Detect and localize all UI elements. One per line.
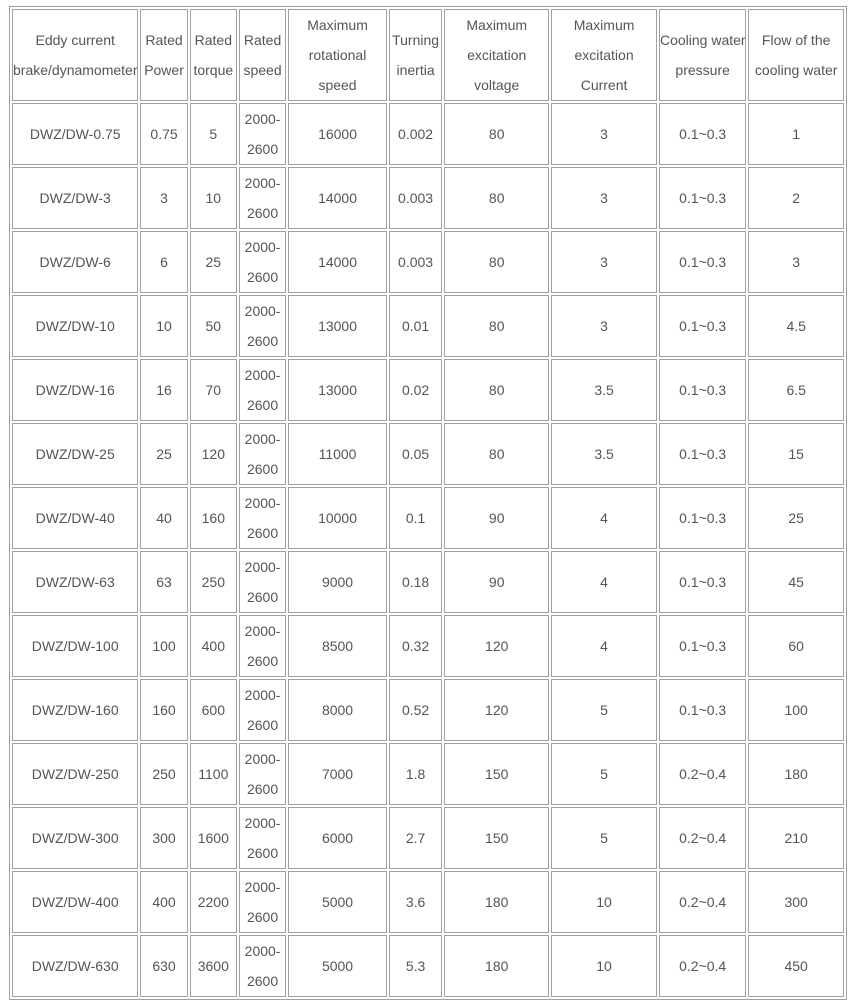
cell-cooling-water-flow: 2 — [748, 167, 844, 229]
cell-cooling-water-flow: 3 — [748, 231, 844, 293]
cell-max-excitation-voltage: 180 — [444, 935, 549, 997]
cell-rated-torque: 70 — [190, 359, 237, 421]
cell-max-excitation-voltage: 120 — [444, 679, 549, 741]
cell-cooling-water-pressure: 0.2~0.4 — [659, 935, 746, 997]
cell-cooling-water-flow: 1 — [748, 103, 844, 165]
cell-model: DWZ/DW-40 — [12, 487, 138, 549]
cell-max-excitation-current: 4 — [551, 615, 657, 677]
cell-rated-speed — [239, 103, 286, 165]
table-row — [12, 807, 844, 869]
cell-turning-inertia: 0.52 — [389, 679, 442, 741]
cell-max-excitation-voltage: 80 — [444, 103, 549, 165]
cell-text-line: 2600 — [246, 653, 279, 669]
cell-rated-speed — [239, 615, 286, 677]
cell-turning-inertia: 3.6 — [389, 871, 442, 933]
cell-rated-speed — [239, 871, 286, 933]
cell-model: DWZ/DW-160 — [12, 679, 138, 741]
cell-cooling-water-pressure: 0.1~0.3 — [659, 423, 746, 485]
cell-text-line: 2600 — [246, 397, 279, 413]
cell-rated-power: 160 — [140, 679, 187, 741]
cell-max-rotational-speed: 10000 — [288, 487, 387, 549]
cell-turning-inertia: 0.003 — [389, 167, 442, 229]
cell-text-line: 2000- — [244, 303, 281, 319]
table-row — [12, 743, 844, 805]
cell-rated-speed — [239, 487, 286, 549]
cell-rated-torque: 120 — [190, 423, 237, 485]
cell-cooling-water-pressure: 0.1~0.3 — [659, 359, 746, 421]
cell-max-excitation-current: 3 — [551, 231, 657, 293]
cell-rated-power: 0.75 — [140, 103, 187, 165]
cell-rated-torque: 1100 — [190, 743, 237, 805]
cell-max-rotational-speed: 11000 — [288, 423, 387, 485]
header-cooling-water-flow — [748, 9, 844, 101]
cell-rated-speed — [239, 679, 286, 741]
cell-text-line: 2600 — [246, 909, 279, 925]
cell-rated-torque: 250 — [190, 551, 237, 613]
cell-rated-power: 40 — [140, 487, 187, 549]
header-text-line: Rated — [194, 32, 232, 48]
cell-rated-power: 100 — [140, 615, 187, 677]
cell-rated-power: 630 — [140, 935, 187, 997]
cell-cooling-water-pressure: 0.1~0.3 — [659, 679, 746, 741]
cell-model: DWZ/DW-100 — [12, 615, 138, 677]
cell-rated-torque: 3600 — [190, 935, 237, 997]
cell-text-line: 2600 — [246, 461, 279, 477]
cell-rated-torque: 50 — [190, 295, 237, 357]
cell-cooling-water-pressure: 0.1~0.3 — [659, 487, 746, 549]
cell-text-line: 2000- — [244, 751, 281, 767]
header-rated-power — [140, 9, 187, 101]
table-row — [12, 487, 844, 549]
cell-rated-torque: 400 — [190, 615, 237, 677]
cell-cooling-water-flow: 25 — [748, 487, 844, 549]
cell-cooling-water-flow: 300 — [748, 871, 844, 933]
cell-rated-power: 300 — [140, 807, 187, 869]
cell-turning-inertia: 5.3 — [389, 935, 442, 997]
cell-rated-torque: 25 — [190, 231, 237, 293]
cell-text-line: 2600 — [246, 525, 279, 541]
cell-rated-power: 6 — [140, 231, 187, 293]
cell-rated-torque: 600 — [190, 679, 237, 741]
header-max-excitation-current — [551, 9, 657, 101]
cell-max-excitation-current: 4 — [551, 551, 657, 613]
cell-rated-speed — [239, 935, 286, 997]
cell-max-rotational-speed: 13000 — [288, 295, 387, 357]
cell-max-excitation-current: 3.5 — [551, 423, 657, 485]
cell-max-excitation-current: 5 — [551, 743, 657, 805]
header-text-line: Turning — [392, 32, 440, 48]
cell-cooling-water-pressure: 0.1~0.3 — [659, 615, 746, 677]
header-text-line: Maximum — [307, 17, 368, 33]
cell-text-line: 2600 — [246, 973, 279, 989]
cell-text-line: 2600 — [246, 845, 279, 861]
cell-cooling-water-pressure: 0.2~0.4 — [659, 807, 746, 869]
cell-max-excitation-voltage: 150 — [444, 743, 549, 805]
cell-text-line: 2000- — [244, 367, 281, 383]
cell-turning-inertia: 0.05 — [389, 423, 442, 485]
cell-text-line: 2000- — [244, 623, 281, 639]
cell-max-rotational-speed: 5000 — [288, 871, 387, 933]
header-text-line: rotational — [308, 47, 367, 63]
table-row — [12, 423, 844, 485]
cell-model: DWZ/DW-25 — [12, 423, 138, 485]
cell-max-excitation-current: 3 — [551, 295, 657, 357]
cell-max-rotational-speed: 14000 — [288, 231, 387, 293]
cell-cooling-water-flow: 210 — [748, 807, 844, 869]
header-text-line: Maximum — [466, 17, 528, 33]
cell-text-line: 2000- — [244, 495, 281, 511]
cell-max-rotational-speed: 6000 — [288, 807, 387, 869]
header-text-line: speed — [243, 62, 282, 78]
cell-turning-inertia: 0.01 — [389, 295, 442, 357]
table-row — [12, 615, 844, 677]
header-text-line: Maximum — [573, 17, 635, 33]
cell-rated-power: 25 — [140, 423, 187, 485]
cell-text-line: 2600 — [246, 717, 279, 733]
cell-cooling-water-pressure: 0.1~0.3 — [659, 167, 746, 229]
cell-max-excitation-current: 4 — [551, 487, 657, 549]
cell-max-excitation-voltage: 80 — [444, 231, 549, 293]
cell-text-line: 2000- — [244, 687, 281, 703]
header-text-line: Rated — [243, 32, 282, 48]
cell-rated-torque: 5 — [190, 103, 237, 165]
header-rated-torque — [190, 9, 237, 101]
table-row — [12, 551, 844, 613]
cell-max-rotational-speed: 8000 — [288, 679, 387, 741]
table-row — [12, 359, 844, 421]
cell-cooling-water-flow: 45 — [748, 551, 844, 613]
cell-max-rotational-speed: 14000 — [288, 167, 387, 229]
spec-table — [9, 6, 847, 1000]
cell-max-excitation-current: 5 — [551, 679, 657, 741]
cell-rated-torque: 160 — [190, 487, 237, 549]
header-text-line: inertia — [396, 62, 435, 78]
table-row — [12, 679, 844, 741]
cell-max-excitation-current: 5 — [551, 807, 657, 869]
header-text-line: excitation — [467, 47, 527, 63]
cell-turning-inertia: 0.003 — [389, 231, 442, 293]
cell-text-line: 2000- — [244, 175, 281, 191]
cell-cooling-water-pressure: 0.2~0.4 — [659, 871, 746, 933]
cell-model: DWZ/DW-250 — [12, 743, 138, 805]
spec-table-container — [9, 6, 847, 1000]
cell-rated-speed — [239, 807, 286, 869]
cell-max-excitation-voltage: 80 — [444, 295, 549, 357]
cell-text-line: 2000- — [244, 943, 281, 959]
cell-text-line: 2600 — [246, 205, 279, 221]
cell-max-excitation-voltage: 180 — [444, 871, 549, 933]
header-rated-speed — [239, 9, 286, 101]
cell-text-line: 2600 — [246, 333, 279, 349]
table-row — [12, 295, 844, 357]
cell-rated-torque: 2200 — [190, 871, 237, 933]
cell-max-rotational-speed: 9000 — [288, 551, 387, 613]
cell-max-excitation-voltage: 90 — [444, 487, 549, 549]
header-model — [12, 9, 138, 101]
cell-rated-speed — [239, 743, 286, 805]
table-row — [12, 935, 844, 997]
header-text-line: speed — [318, 77, 357, 93]
cell-text-line: 2000- — [244, 111, 281, 127]
header-cooling-water-pressure — [659, 9, 746, 101]
cell-rated-speed — [239, 231, 286, 293]
cell-max-rotational-speed: 7000 — [288, 743, 387, 805]
cell-text-line: 2000- — [244, 559, 281, 575]
cell-model: DWZ/DW-6 — [12, 231, 138, 293]
cell-turning-inertia: 2.7 — [389, 807, 442, 869]
cell-cooling-water-flow: 180 — [748, 743, 844, 805]
cell-max-rotational-speed: 8500 — [288, 615, 387, 677]
cell-cooling-water-pressure: 0.1~0.3 — [659, 231, 746, 293]
cell-model: DWZ/DW-3 — [12, 167, 138, 229]
cell-rated-power: 63 — [140, 551, 187, 613]
table-row — [12, 103, 844, 165]
cell-turning-inertia: 0.18 — [389, 551, 442, 613]
cell-text-line: 2600 — [246, 781, 279, 797]
cell-cooling-water-flow: 450 — [748, 935, 844, 997]
cell-max-excitation-voltage: 120 — [444, 615, 549, 677]
cell-cooling-water-flow: 60 — [748, 615, 844, 677]
cell-max-excitation-current: 10 — [551, 871, 657, 933]
cell-cooling-water-flow: 100 — [748, 679, 844, 741]
cell-max-rotational-speed: 16000 — [288, 103, 387, 165]
cell-rated-power: 3 — [140, 167, 187, 229]
cell-rated-speed — [239, 167, 286, 229]
cell-rated-speed — [239, 359, 286, 421]
table-row — [12, 231, 844, 293]
cell-text-line: 2600 — [246, 269, 279, 285]
header-text-line: Cooling water — [659, 32, 746, 48]
cell-text-line: 2600 — [246, 589, 279, 605]
cell-max-excitation-current: 3 — [551, 167, 657, 229]
cell-turning-inertia: 1.8 — [389, 743, 442, 805]
cell-cooling-water-pressure: 0.1~0.3 — [659, 103, 746, 165]
cell-rated-torque: 1600 — [190, 807, 237, 869]
cell-text-line: 2000- — [244, 239, 281, 255]
cell-model: DWZ/DW-0.75 — [12, 103, 138, 165]
cell-cooling-water-pressure: 0.2~0.4 — [659, 743, 746, 805]
cell-model: DWZ/DW-63 — [12, 551, 138, 613]
cell-model: DWZ/DW-400 — [12, 871, 138, 933]
cell-max-excitation-voltage: 80 — [444, 423, 549, 485]
cell-rated-speed — [239, 551, 286, 613]
cell-text-line: 2000- — [244, 879, 281, 895]
cell-max-rotational-speed: 5000 — [288, 935, 387, 997]
table-row — [12, 871, 844, 933]
cell-turning-inertia: 0.002 — [389, 103, 442, 165]
cell-model: DWZ/DW-10 — [12, 295, 138, 357]
cell-max-excitation-voltage: 80 — [444, 167, 549, 229]
cell-rated-speed — [239, 423, 286, 485]
header-text-line: brake/dynamometer — [13, 62, 138, 78]
cell-rated-speed — [239, 295, 286, 357]
cell-rated-power: 400 — [140, 871, 187, 933]
cell-cooling-water-pressure: 0.1~0.3 — [659, 295, 746, 357]
cell-text-line: 2000- — [244, 431, 281, 447]
cell-max-excitation-voltage: 150 — [444, 807, 549, 869]
header-turning-inertia — [389, 9, 442, 101]
cell-rated-power: 250 — [140, 743, 187, 805]
cell-cooling-water-flow: 15 — [748, 423, 844, 485]
header-text-line: Flow of the — [761, 32, 831, 48]
header-max-excitation-voltage — [444, 9, 549, 101]
cell-max-excitation-current: 3.5 — [551, 359, 657, 421]
header-text-line: Rated — [145, 32, 183, 48]
cell-turning-inertia: 0.32 — [389, 615, 442, 677]
cell-max-excitation-voltage: 90 — [444, 551, 549, 613]
header-text-line: voltage — [474, 77, 520, 93]
cell-max-rotational-speed: 13000 — [288, 359, 387, 421]
cell-turning-inertia: 0.02 — [389, 359, 442, 421]
cell-model: DWZ/DW-300 — [12, 807, 138, 869]
header-max-rotational-speed — [288, 9, 387, 101]
header-row — [12, 9, 844, 101]
cell-rated-power: 10 — [140, 295, 187, 357]
header-text-line: excitation — [574, 47, 634, 63]
header-text-line: Power — [144, 62, 184, 78]
header-text-line: torque — [193, 62, 234, 78]
header-text-line: Current — [580, 77, 628, 93]
cell-max-excitation-current: 3 — [551, 103, 657, 165]
cell-cooling-water-pressure: 0.1~0.3 — [659, 551, 746, 613]
cell-cooling-water-flow: 6.5 — [748, 359, 844, 421]
cell-max-excitation-current: 10 — [551, 935, 657, 997]
cell-max-excitation-voltage: 80 — [444, 359, 549, 421]
header-text-line: cooling water — [754, 62, 838, 78]
cell-model: DWZ/DW-630 — [12, 935, 138, 997]
cell-cooling-water-flow: 4.5 — [748, 295, 844, 357]
cell-text-line: 2600 — [246, 141, 279, 157]
cell-rated-torque: 10 — [190, 167, 237, 229]
cell-text-line: 2000- — [244, 815, 281, 831]
table-row — [12, 167, 844, 229]
cell-model: DWZ/DW-16 — [12, 359, 138, 421]
header-text-line: pressure — [675, 62, 730, 78]
cell-turning-inertia: 0.1 — [389, 487, 442, 549]
cell-rated-power: 16 — [140, 359, 187, 421]
header-text-line: Eddy current — [35, 32, 115, 48]
